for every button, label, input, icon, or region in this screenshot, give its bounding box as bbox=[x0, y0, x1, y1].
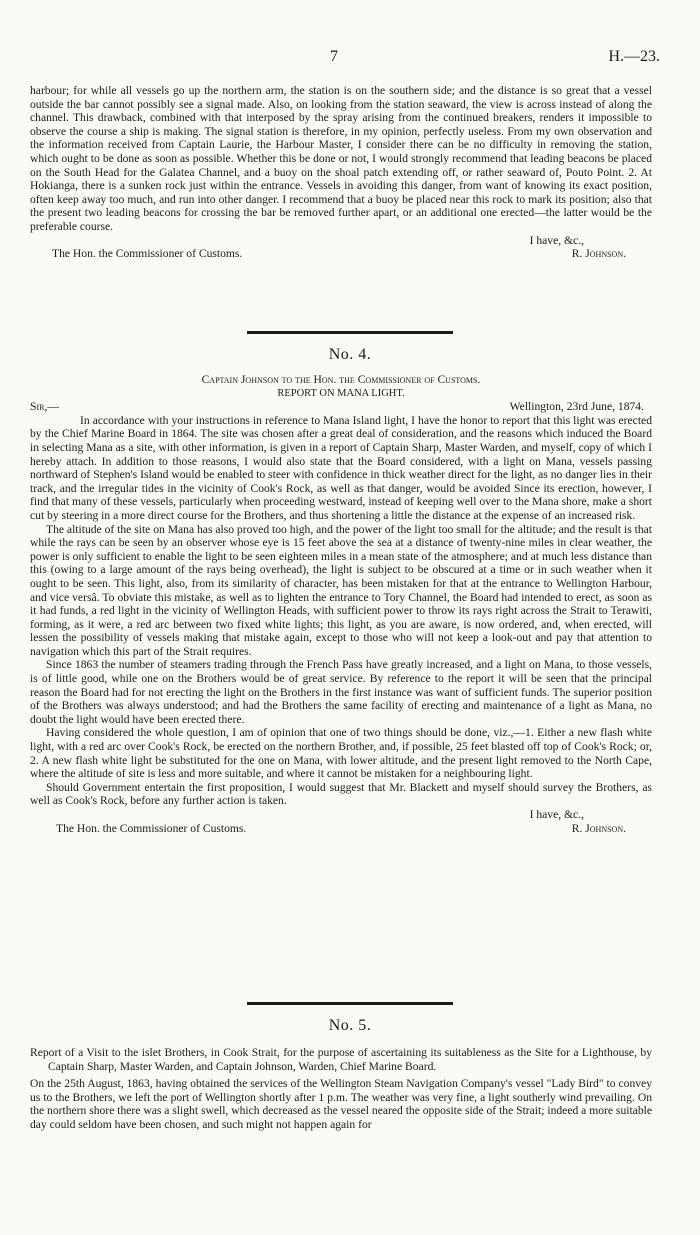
report-subheading: REPORT ON MANA LIGHT. bbox=[277, 387, 405, 399]
body-paragraph: The altitude of the site on Mana has also proved too high, and the power of the light too small for the altitude; and the result is that while the rays can be seen by an observer whose eye is 15 feet above the sea at a distance of twenty-nine miles in clear weather, the power is only sufficient to enable the light to be seen eighteen miles in a mean state of the atmosphere; and at much less distance than this (owing to a large amount of the rays being overhead), the light is subject to be obscured at a time or in such weather when it ought to be seen. This light, also, from its similarity of character, has been mistaken for that at the entrance to Wellington Harbour, and vice versâ. To obviate this mistake, as well as to lighten the entrance to Tory Channel, the Board had intended to erect, as soon as it had funds, a red light in the vicinity of Wellington Heads, with sufficient power to throw its rays right across the Strait to Terawiti, forming, as it were, a red arc between two fixed white lights; this light, as you are aware, is now ordered, and, when erected, will lessen the possibility of vessels making that mistake again, except to those who will not keep a look-out and pay that attention to navigation which this part of the Strait requires. bbox=[30, 522, 652, 658]
body-paragraph: Having considered the whole question, I am of opinion that one of two things should be done, viz.,—1. Either a new flash white light, with a red arc over Cook's Rock, be erected on the northern Brother, and, if possible, 25 feet blasted off top of Cook's Rock; or, 2. A new flash white light be substituted for the one on Mana, with lower altitude, and the present light removed to the North Cape, where the altitude of site is less and more suitable, and where it cannot be mistaken for a neighbouring light. bbox=[30, 726, 652, 781]
report-heading: Captain Johnson to the Hon. the Commissioner of Customs. bbox=[201, 373, 481, 386]
section-number: No. 4. bbox=[328, 346, 372, 363]
letter-date: Wellington, 23rd June, 1874. bbox=[509, 400, 644, 414]
report-no4 bbox=[30, 373, 652, 835]
body-paragraph: harbour; for while all vessels go up the northern arm, the station is on the southern side; and the distance is so great that a vessel outside the bar cannot possibly see a signal made. Also, on looking from the station seaward, the view is across instead of along the channel. This drawback, combined with that interposed by the spray arising from the continued breakers, renders it impossible to observe the course a ship is making. The signal station is therefore, in my opinion, perfectly useless. From my own observation and the information received from Captain Laurie, the Harbour Master, I consider there can be no difficulty in removing the station, which ought to be done as soon as possible. Whether this be done or not, I would strongly recommend that leading beacons be placed on the South Head for the Galatea Channel, and a buoy on the shoal patch extending off, or rather seaward of, Pouto Point. 2. At Hokianga, there is a sunken rock just within the entrance. Vessels in avoiding this danger, from want of knowing its exact position, often keep away too much, and run into other danger. I recommend that a buoy be placed near this rock to mark its position; also that the present two leading beacons for crossing the bar be removed further apart, or an additional one erected—the latter would be the preferable course. bbox=[30, 84, 652, 233]
body-paragraph: Since 1863 the number of steamers trading through the French Pass have greatly increased, and a light on Mana, to those vessels, is of little good, while one on the Brothers would be of great service. By reference to the report it will be seen that the principal reason the Board had for not erecting the light on the Brothers in the first instance was want of sufficient funds. The superior position of the Brothers was always understood; and had the Brothers the same facility of erecting and maintenance of a light as Mana, no doubt the light would have been erected there. bbox=[30, 658, 652, 726]
body-paragraph: Should Government entertain the first proposition, I would suggest that Mr. Blackett and myself should survey the Brothers, as well as Cook's Rock, before any further action is taken. bbox=[30, 780, 652, 808]
salutation: Sir,— bbox=[30, 400, 59, 414]
addressee: The Hon. the Commissioner of Customs. bbox=[52, 247, 243, 261]
addressee: The Hon. the Commissioner of Customs. bbox=[56, 821, 247, 835]
page-number: 7 bbox=[330, 48, 338, 65]
body-paragraph: In accordance with your instructions in reference to Mana Island light, I have the honor to report that this light was erected by the Chief Marine Board in 1864. The site was chosen after a great deal of consideration, and the reasons which induced the Board in selecting Mana as a site, with other information, is given in a report of Captain Sharp, Master Warden, and myself, copy of which I hereby attach. In addition to those reasons, I would also state that the Board considered, with a light on Mana, vessels passing northward of Stephen's Island would be enabled to steer with confidence in thick weather direct for the light, as no danger lies in their track, and the irregular tides in the vicinity of Cook's Rock, as well as that danger, would be avoided Since its erection, however, I find that many of these vessels, particularly when proceeding westward, instead of keeping well over to the Mana shore, make a short cut by steering in a more direct course for the Brothers, and thus shortening a little the distance at the expense of an increased risk. bbox=[30, 413, 652, 522]
section-divider bbox=[247, 331, 453, 334]
document-reference: H.—23. bbox=[608, 48, 660, 65]
report-heading: Report of a Visit to the islet Brothers, in Cook Strait, for the purpose of ascertaining its suitableness as the Site for a Lighthouse, by Captain Sharp, Master Warden, and Captain Johnson, Warden, Chief Marine Board. bbox=[30, 1046, 652, 1073]
closing: I have, &c., bbox=[529, 808, 584, 821]
report-no5 bbox=[30, 1046, 652, 1132]
section-divider bbox=[247, 1002, 453, 1005]
section-number: No. 5. bbox=[328, 1017, 372, 1034]
salutation-line bbox=[30, 400, 652, 414]
signature: R. Johnson. bbox=[571, 821, 626, 835]
signature-line bbox=[30, 822, 652, 836]
closing: I have, &c., bbox=[529, 233, 584, 247]
previous-report-tail bbox=[30, 84, 652, 261]
signature-line bbox=[30, 247, 652, 261]
body-paragraph: On the 25th August, 1863, having obtained the services of the Wellington Steam Navigation Company's vessel "Lady Bird" to convey us to the Brothers, we left the port of Wellington shortly after 1 p.m. The weather was very fine, a light southerly wind prevailing. On the northern shore there was a slight swell, which decreased as the vessel neared the opposite side of the Strait; indeed a more suitable day could seldom have been chosen, and such might not happen again for bbox=[30, 1077, 652, 1131]
signature: R. Johnson. bbox=[571, 247, 626, 261]
